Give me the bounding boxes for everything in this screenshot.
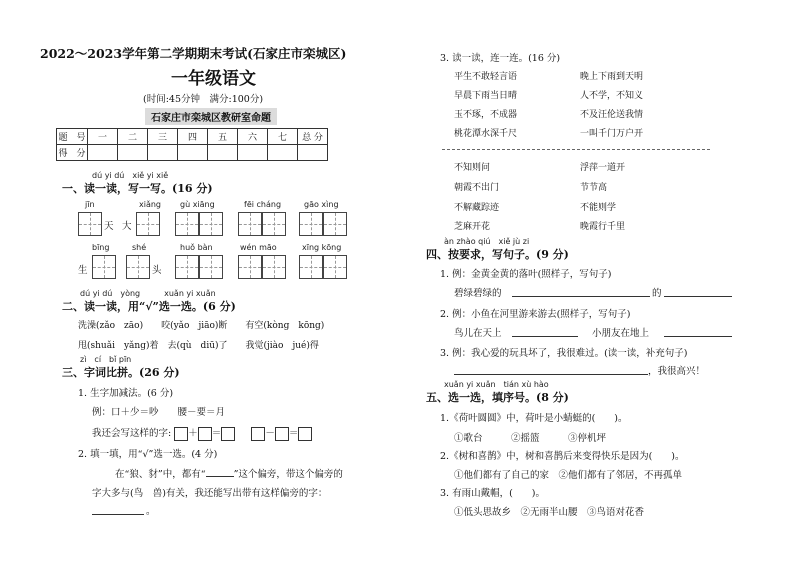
writing-grid[interactable]: [323, 212, 347, 236]
section5-q1-options[interactable]: ①歌台 ②摇篮 ③停机坪: [454, 433, 607, 444]
writing-grid[interactable]: [238, 255, 262, 279]
score-cell[interactable]: [148, 145, 178, 161]
dashed-divider: [442, 149, 710, 150]
match-right-item[interactable]: 人不学，不知义: [580, 91, 644, 101]
section4-q3: 3. 例：我心爱的玩具坏了，我很难过。(读一读，补充句子): [440, 348, 688, 359]
score-header-cell: 三: [148, 129, 178, 145]
match-left-item[interactable]: 不知则问: [454, 163, 491, 173]
section4-q2-b: 小朋友在地上: [592, 328, 650, 339]
section3-q1-example: 例：口＋少＝吵 腰－要＝月: [92, 407, 226, 418]
writing-grid[interactable]: [126, 255, 150, 279]
period: 。: [146, 506, 156, 517]
char-tou: 头: [152, 265, 162, 276]
score-header-cell: 六: [238, 129, 268, 145]
section5-title: 五、选一选，填序号。(8 分): [426, 391, 569, 404]
answer-line[interactable]: [664, 296, 732, 297]
score-header-cell: 四: [178, 129, 208, 145]
section4-title: 四、按要求，写句子。(9 分): [426, 248, 569, 261]
section4-q2-a: 鸟儿在天上: [454, 328, 502, 339]
match-left-item[interactable]: 朝霞不出门: [454, 183, 500, 193]
score-cell[interactable]: [298, 145, 328, 161]
answer-box[interactable]: [221, 427, 235, 441]
answer-box[interactable]: [275, 427, 289, 441]
score-cell[interactable]: [208, 145, 238, 161]
section2-line1[interactable]: 洗澡(zǎo zāo) 咬(yǎo jiāo)断 有空(kòng kōng): [78, 321, 325, 331]
time-info: (时间:45分钟 满分:100分): [143, 94, 264, 105]
char-tian: 天: [104, 221, 114, 232]
section3-q2: 2. 填一填，用“√”选一选。(4 分): [78, 449, 218, 460]
match-right-item[interactable]: 晚上下雨到天明: [580, 72, 644, 82]
section5-pinyin: xuǎn yi xuǎn tián xù hào: [444, 380, 549, 389]
equals-sign: ＝: [211, 428, 222, 439]
score-table: [56, 128, 328, 161]
answer-box[interactable]: [251, 427, 265, 441]
section5-q3-options[interactable]: ①低头思故乡 ②无雨半山腰 ③鸟语对花香: [454, 507, 645, 518]
writing-grid[interactable]: [199, 255, 223, 279]
pinyin-guxiang: gù xiāng: [180, 200, 215, 209]
section2-line2[interactable]: 甩(shuǎi yǎng)着 去(qù diū)了 我觉(jiào jué)得: [78, 341, 319, 351]
answer-box[interactable]: [198, 427, 212, 441]
pinyin-wenmao: wén māo: [240, 243, 277, 252]
match-left-item[interactable]: 早晨下雨当日晴: [454, 91, 518, 101]
match-right-item[interactable]: 节节高: [580, 183, 608, 193]
writing-grid[interactable]: [238, 212, 262, 236]
pinyin-she: shé: [132, 243, 147, 252]
section3-q1-prompt: [92, 425, 312, 441]
section4-pinyin: àn zhào qiú xiě jù zi: [444, 237, 530, 246]
q2-text1: 在“狼、豺”中，都有“: [115, 469, 206, 480]
answer-line[interactable]: [454, 374, 648, 375]
exam-title: 2022～2023学年第二学期期末考试(石家庄市栾城区): [40, 46, 347, 61]
score-cell[interactable]: [238, 145, 268, 161]
pinyin-xiang: xiǎng: [139, 200, 162, 209]
score-header-cell: 二: [118, 129, 148, 145]
subject-title: 一年级语文: [171, 69, 256, 89]
minus-sign: －: [265, 428, 275, 439]
section5-q3: 3. 有雨山戴帽，( )。: [440, 488, 545, 499]
match-right-item[interactable]: 浮萍一道开: [580, 163, 626, 173]
pinyin-gaoxing: gāo xìng: [304, 200, 339, 209]
score-header-cell: 总 分: [298, 129, 328, 145]
match-title: 3. 读一读，连一连。(16 分): [440, 53, 561, 64]
answer-box[interactable]: [174, 427, 188, 441]
writing-grid[interactable]: [323, 255, 347, 279]
answer-line[interactable]: [92, 514, 144, 515]
score-cell[interactable]: [118, 145, 148, 161]
pinyin-feichang: fēi cháng: [244, 200, 282, 209]
writing-grid[interactable]: [78, 212, 102, 236]
score-header-cell: 题 号: [57, 129, 88, 145]
writing-grid[interactable]: [136, 212, 160, 236]
score-header-cell: 七: [268, 129, 298, 145]
plus-sign: ＋: [188, 428, 198, 439]
section5-q2: 2.《树和喜鹊》中，树和喜鹊后来变得快乐是因为( )。: [440, 451, 685, 462]
match-left-item[interactable]: 平生不敢轻言语: [454, 72, 518, 82]
pinyin-xingkong: xīng kōng: [302, 243, 342, 252]
writing-grid[interactable]: [199, 212, 223, 236]
score-header-cell: 五: [208, 129, 238, 145]
match-right-item[interactable]: 晚霞行千里: [580, 222, 626, 232]
section5-q2-options[interactable]: ①他们都有了自己的家 ②他们都有了邻居，不再孤单: [454, 470, 683, 481]
section1-pinyin: dú yi dú xiě yi xiě: [92, 171, 169, 180]
section4-q1-a: 碧绿碧绿的: [454, 288, 502, 299]
match-right-item[interactable]: 不能则学: [580, 203, 617, 213]
section4-q2: 2. 例：小鱼在河里游来游去(照样子，写句子): [440, 309, 631, 320]
q2-text2: ”这个偏旁，带这个偏旁的: [233, 469, 343, 480]
section3-title: 三、字词比拼。(26 分): [62, 366, 180, 379]
match-right-item[interactable]: 一叫千门万户开: [580, 129, 644, 139]
match-left-item[interactable]: 不解藏踪迹: [454, 203, 500, 213]
writing-grid[interactable]: [262, 212, 286, 236]
section4-q3-end: ，我很高兴！: [648, 366, 706, 377]
writing-grid[interactable]: [299, 212, 323, 236]
section1-title: 一、读一读，写一写。(16 分): [62, 182, 213, 195]
section2-title: 二、读一读，用“√”选一选。(6 分): [62, 300, 236, 313]
score-header-cell: 一: [88, 129, 118, 145]
match-left-item[interactable]: 桃花潭水深千尺: [454, 129, 518, 139]
section3-q1: 1. 生字加减法。(6 分): [78, 388, 174, 399]
equals-sign: ＝: [288, 428, 299, 439]
answer-line[interactable]: [664, 336, 732, 337]
score-row-label: 得 分: [57, 145, 88, 161]
section5-q1: 1.《荷叶圆圆》中，荷叶是小蜻蜓的( )。: [440, 413, 628, 424]
answer-box[interactable]: [298, 427, 312, 441]
pinyin-bing: bīng: [92, 243, 110, 252]
q1-prompt-text: 我还会写这样的字:: [92, 428, 172, 439]
section4-q1: 1. 例：金黄金黄的落叶(照样子，写句子): [440, 269, 612, 280]
pinyin-huoban: huǒ bàn: [180, 243, 213, 252]
score-cell[interactable]: [268, 145, 298, 161]
score-cell[interactable]: [178, 145, 208, 161]
writing-grid[interactable]: [175, 255, 199, 279]
section3-q2-line1: [115, 466, 343, 480]
match-left-item[interactable]: 玉不琢，不成器: [454, 110, 518, 120]
writing-grid[interactable]: [262, 255, 286, 279]
writing-grid[interactable]: [175, 212, 199, 236]
section3-q2-line2[interactable]: 字大多与(鸟 兽)有关，我还能写出带有这样偏旁的字：: [92, 488, 328, 499]
pinyin-jin: jīn: [85, 200, 95, 209]
author-banner: 石家庄市栾城区教研室命题: [145, 108, 277, 125]
section4-q1-b: 的: [652, 288, 662, 299]
answer-line[interactable]: [512, 336, 578, 337]
writing-grid[interactable]: [92, 255, 116, 279]
writing-grid[interactable]: [299, 255, 323, 279]
match-left-item[interactable]: 芝麻开花: [454, 222, 491, 232]
char-da: 大: [122, 221, 132, 232]
char-sheng: 生: [78, 265, 88, 276]
section2-pinyin: dú yi dú yòng xuǎn yi xuǎn: [80, 289, 216, 298]
radical-blank[interactable]: [206, 476, 234, 477]
score-cell[interactable]: [88, 145, 118, 161]
match-right-item[interactable]: 不及汪伦送我情: [580, 110, 644, 120]
section3-pinyin: zì cí bǐ pīn: [80, 355, 132, 364]
answer-line[interactable]: [512, 296, 650, 297]
